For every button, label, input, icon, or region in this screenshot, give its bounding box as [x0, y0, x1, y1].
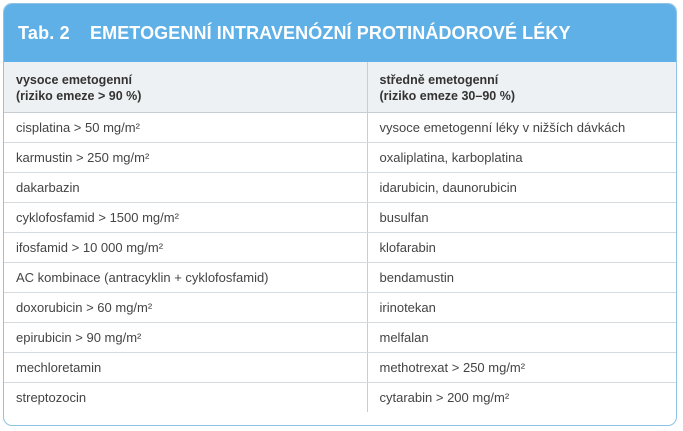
table-cell: cytarabin > 200 mg/m² [367, 382, 676, 412]
table-cell: cyklofosfamid > 1500 mg/m² [4, 202, 367, 232]
table-cell: idarubicin, daunorubicin [367, 172, 676, 202]
table-row [4, 202, 676, 232]
table-cell: busulfan [367, 202, 676, 232]
table-cell: oxaliplatina, karboplatina [367, 142, 676, 172]
table-title: EMETOGENNÍ INTRAVENÓZNÍ PROTINÁDOROVÉ LÉKY [90, 22, 571, 43]
table-cell: cisplatina > 50 mg/m² [4, 112, 367, 142]
table-cell: AC kombinace (antracyklin + cyklofosfamid) [4, 262, 367, 292]
table-frame [3, 3, 677, 426]
table-cell: methotrexat > 250 mg/m² [367, 352, 676, 382]
table-cell: streptozocin [16, 389, 87, 405]
table-row [4, 172, 676, 202]
table-header-row [4, 62, 676, 112]
table-cell: mechloretamin [4, 352, 367, 382]
table-cell: bendamustin [367, 262, 676, 292]
column-header-sublabel: (riziko emeze > 90 %) [16, 89, 142, 103]
table-cell: irinotekan [367, 292, 676, 322]
column-header-label: středně emetogenní [379, 73, 499, 87]
column-header-sublabel: (riziko emeze 30–90 %) [379, 89, 515, 103]
column-header-moderate [367, 62, 676, 112]
table-cell: epirubicin > 90 mg/m² [4, 322, 367, 352]
drug-table [4, 62, 676, 412]
table-cell: ifosfamid > 10 000 mg/m² [4, 232, 367, 262]
table-row [4, 352, 676, 382]
table-cell: klofarabin [367, 232, 676, 262]
table-number: Tab. 2 [18, 22, 70, 43]
table-cell: karmustin > 250 mg/m² [4, 142, 367, 172]
table-row [4, 112, 676, 142]
table-cell: dakarbazin [4, 172, 367, 202]
column-header-high [4, 62, 367, 112]
table-title-bar [4, 4, 676, 62]
table-row [4, 142, 676, 172]
table-row [4, 232, 676, 262]
table-row [4, 292, 676, 322]
table-cell: melfalan [367, 322, 676, 352]
table-cell: vysoce emetogenní léky v nižších dávkách [367, 112, 676, 142]
column-header-label: vysoce emetogenní [16, 73, 133, 87]
table-row [4, 322, 676, 352]
table-row [4, 262, 676, 292]
table-row [4, 382, 676, 412]
table-cell: doxorubicin > 60 mg/m² [4, 292, 367, 322]
